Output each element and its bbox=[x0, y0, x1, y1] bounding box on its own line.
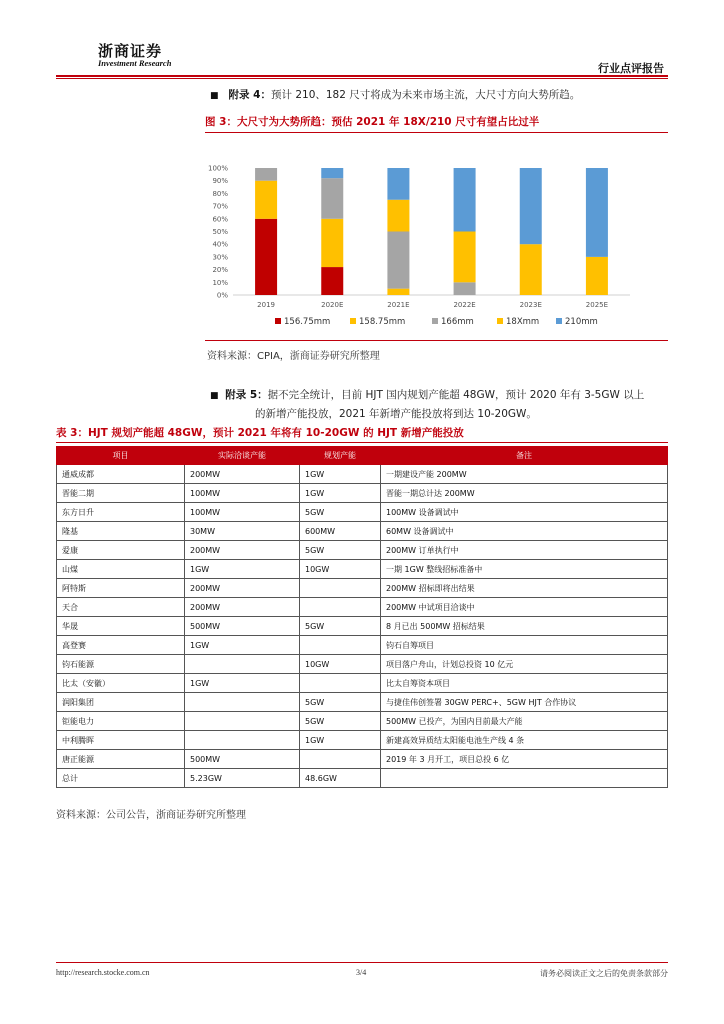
cell-project: 中利腾晖 bbox=[57, 731, 185, 750]
appendix5-line1-wrap bbox=[210, 386, 670, 405]
cell-project: 华晟 bbox=[57, 617, 185, 636]
logo-english: Investment Research bbox=[98, 58, 172, 68]
y-tick-label: 70% bbox=[212, 202, 228, 211]
bar-segment-210mm bbox=[520, 168, 542, 244]
header-rule bbox=[56, 75, 668, 77]
cell-project: 唐正能源 bbox=[57, 750, 185, 769]
table-row bbox=[57, 579, 668, 598]
cell-project: 比太（安徽） bbox=[57, 674, 185, 693]
y-tick-label: 50% bbox=[212, 228, 228, 236]
legend-label: 210mm bbox=[565, 317, 598, 327]
y-tick-label: 90% bbox=[212, 177, 228, 186]
page-number: 3/4 bbox=[356, 968, 367, 977]
cell-project: 高登赛 bbox=[57, 636, 185, 655]
cell-actual-capacity: 5.23GW bbox=[185, 769, 300, 788]
y-tick-label: 40% bbox=[212, 240, 228, 249]
y-tick-label: 0% bbox=[216, 291, 228, 300]
cell-planned-capacity: 600MW bbox=[300, 522, 381, 541]
cell-planned-capacity: 5GW bbox=[300, 541, 381, 560]
appendix5-label: 附录 5： bbox=[225, 389, 268, 401]
cell-actual-capacity: 1GW bbox=[185, 674, 300, 693]
y-tick-label: 10% bbox=[212, 278, 228, 287]
bar-segment-166mm bbox=[387, 232, 409, 289]
cell-actual-capacity bbox=[185, 655, 300, 674]
appendix5-paragraph bbox=[210, 386, 670, 423]
cell-planned-capacity: 1GW bbox=[300, 731, 381, 750]
cell-actual-capacity: 200MW bbox=[185, 598, 300, 617]
bar-segment-158-75mm bbox=[387, 289, 409, 295]
table-row bbox=[57, 598, 668, 617]
table-row bbox=[57, 636, 668, 655]
bar-segment-18Xmm bbox=[520, 244, 542, 295]
appendix5-line1: 据不完全统计，目前 HJT 国内规划产能超 48GW，预计 2020 年有 3-5GW 以上 bbox=[267, 389, 645, 401]
cell-remarks: 与捷佳伟创签署 30GW PERC+、5GW HJT 合作协议 bbox=[381, 693, 668, 712]
x-tick-label: 2020E bbox=[321, 301, 344, 309]
cell-planned-capacity: 5GW bbox=[300, 617, 381, 636]
x-tick-label: 2019 bbox=[257, 301, 275, 309]
cell-project: 隆基 bbox=[57, 522, 185, 541]
cell-project: 钧石能源 bbox=[57, 655, 185, 674]
legend-label: 18Xmm bbox=[506, 317, 540, 327]
bar-segment-18Xmm bbox=[586, 257, 608, 295]
table-row bbox=[57, 617, 668, 636]
cell-project: 晋能二期 bbox=[57, 484, 185, 503]
header-rule-thin bbox=[56, 78, 668, 79]
table-row bbox=[57, 769, 668, 788]
cell-planned-capacity bbox=[300, 636, 381, 655]
x-tick-label: 2022E bbox=[453, 301, 476, 309]
col-header-planned-capacity: 规划产能 bbox=[300, 447, 381, 465]
cell-project: 总计 bbox=[57, 769, 185, 788]
col-header-project: 项目 bbox=[57, 447, 185, 465]
cell-remarks: 一期 1GW 整线招标准备中 bbox=[381, 560, 668, 579]
cell-actual-capacity bbox=[185, 731, 300, 750]
appendix4-text: 预计 210、182 尺寸将成为未来市场主流，大尺寸方向大势所趋。 bbox=[271, 89, 581, 101]
legend-swatch bbox=[275, 318, 281, 324]
cell-actual-capacity bbox=[185, 693, 300, 712]
table-row bbox=[57, 674, 668, 693]
bar-segment-166mm bbox=[454, 282, 476, 295]
bullet-icon: ■ bbox=[210, 391, 219, 401]
footer-url[interactable]: http://research.stocke.com.cn bbox=[56, 968, 150, 977]
cell-planned-capacity: 10GW bbox=[300, 655, 381, 674]
legend-swatch bbox=[432, 318, 438, 324]
cell-remarks: 8 月已出 500MW 招标结果 bbox=[381, 617, 668, 636]
legend-swatch bbox=[350, 318, 356, 324]
cell-actual-capacity: 200MW bbox=[185, 465, 300, 484]
cell-actual-capacity: 100MW bbox=[185, 503, 300, 522]
y-tick-label: 60% bbox=[212, 215, 228, 224]
bar-segment-210mm bbox=[586, 168, 608, 257]
size-share-chart bbox=[200, 158, 640, 333]
cell-remarks: 新建高效异质结太阳能电池生产线 4 条 bbox=[381, 731, 668, 750]
figure3-title: 图 3：大尺寸为大势所趋：预估 2021 年 18X/210 尺寸有望占比过半 bbox=[205, 116, 540, 128]
table-row bbox=[57, 541, 668, 560]
bar-segment-158-75mm bbox=[321, 219, 343, 267]
footer-disclaimer: 请务必阅读正文之后的免责条款部分 bbox=[540, 969, 668, 978]
cell-project: 天合 bbox=[57, 598, 185, 617]
cell-planned-capacity bbox=[300, 750, 381, 769]
cell-project: 山煤 bbox=[57, 560, 185, 579]
bar-segment-158-75mm bbox=[255, 181, 277, 219]
cell-project: 爱康 bbox=[57, 541, 185, 560]
bullet-icon: ■ bbox=[210, 91, 219, 101]
bar-segment-166mm bbox=[255, 168, 277, 181]
appendix4-label: 附录 4： bbox=[228, 89, 271, 101]
bar-segment-210mm bbox=[387, 168, 409, 200]
bar-segment-156-75mm bbox=[255, 219, 277, 295]
legend-swatch bbox=[497, 318, 503, 324]
table-row bbox=[57, 731, 668, 750]
footer-rule bbox=[56, 962, 668, 963]
cell-actual-capacity bbox=[185, 712, 300, 731]
cell-actual-capacity: 1GW bbox=[185, 560, 300, 579]
cell-project: 阿特斯 bbox=[57, 579, 185, 598]
table-row bbox=[57, 655, 668, 674]
cell-remarks: 200MW 中试项目洽谈中 bbox=[381, 598, 668, 617]
col-header-remarks: 备注 bbox=[381, 447, 668, 465]
cell-project: 钜能电力 bbox=[57, 712, 185, 731]
bar-segment-18Xmm bbox=[454, 232, 476, 283]
cell-actual-capacity: 30MW bbox=[185, 522, 300, 541]
bar-segment-210mm bbox=[321, 168, 343, 178]
cell-actual-capacity: 200MW bbox=[185, 579, 300, 598]
legend-label: 158.75mm bbox=[359, 317, 406, 327]
cell-remarks: 晋能一期总计达 200MW bbox=[381, 484, 668, 503]
cell-planned-capacity: 5GW bbox=[300, 503, 381, 522]
bar-segment-166mm bbox=[321, 178, 343, 219]
cell-planned-capacity bbox=[300, 674, 381, 693]
legend-label: 166mm bbox=[441, 317, 474, 327]
cell-actual-capacity: 500MW bbox=[185, 750, 300, 769]
appendix4-paragraph bbox=[210, 86, 580, 105]
y-tick-label: 80% bbox=[212, 189, 228, 198]
cell-remarks: 2019 年 3 月开工，项目总投 6 亿 bbox=[381, 750, 668, 769]
cell-actual-capacity: 1GW bbox=[185, 636, 300, 655]
y-tick-label: 100% bbox=[207, 164, 228, 173]
table-row bbox=[57, 560, 668, 579]
table-row bbox=[57, 465, 668, 484]
cell-actual-capacity: 200MW bbox=[185, 541, 300, 560]
cell-planned-capacity: 1GW bbox=[300, 484, 381, 503]
cell-planned-capacity bbox=[300, 579, 381, 598]
table-row bbox=[57, 693, 668, 712]
cell-remarks: 100MW 设备调试中 bbox=[381, 503, 668, 522]
appendix5-line2: 的新增产能投放，2021 年新增产能投放将到达 10-20GW。 bbox=[255, 408, 537, 420]
cell-project: 东方日升 bbox=[57, 503, 185, 522]
cell-remarks: 钧石自筹项目 bbox=[381, 636, 668, 655]
x-tick-label: 2025E bbox=[585, 301, 609, 309]
logo-chinese: 浙商证券 bbox=[98, 42, 163, 60]
y-tick-label: 30% bbox=[212, 253, 228, 262]
table-row bbox=[57, 503, 668, 522]
cell-actual-capacity: 500MW bbox=[185, 617, 300, 636]
cell-actual-capacity: 100MW bbox=[185, 484, 300, 503]
table-row bbox=[57, 750, 668, 769]
cell-remarks bbox=[381, 769, 668, 788]
cell-remarks: 一期建设产能 200MW bbox=[381, 465, 668, 484]
col-header-actual-capacity: 实际洽谈产能 bbox=[185, 447, 300, 465]
table3-source: 资料来源：公司公告，浙商证券研究所整理 bbox=[56, 810, 246, 821]
cell-planned-capacity: 5GW bbox=[300, 712, 381, 731]
bar-segment-18Xmm bbox=[387, 200, 409, 232]
x-tick-label: 2023E bbox=[519, 301, 542, 309]
cell-remarks: 500MW 已投产，为国内目前最大产能 bbox=[381, 712, 668, 731]
table-row bbox=[57, 712, 668, 731]
legend-label: 156.75mm bbox=[284, 317, 331, 327]
cell-planned-capacity: 10GW bbox=[300, 560, 381, 579]
table-row bbox=[57, 522, 668, 541]
cell-planned-capacity: 1GW bbox=[300, 465, 381, 484]
figure3-title-rule bbox=[205, 132, 668, 133]
x-tick-label: 2021E bbox=[387, 301, 410, 309]
table3-title-rule bbox=[56, 442, 668, 443]
cell-planned-capacity bbox=[300, 598, 381, 617]
table-header-row bbox=[57, 447, 668, 465]
cell-project: 润阳集团 bbox=[57, 693, 185, 712]
figure3-bottom-rule bbox=[205, 340, 668, 341]
bar-segment-210mm bbox=[454, 168, 476, 232]
cell-planned-capacity: 5GW bbox=[300, 693, 381, 712]
legend-swatch bbox=[556, 318, 562, 324]
cell-remarks: 60MW 设备调试中 bbox=[381, 522, 668, 541]
cell-remarks: 比太自筹资本项目 bbox=[381, 674, 668, 693]
cell-remarks: 200MW 招标即将出结果 bbox=[381, 579, 668, 598]
cell-remarks: 200MW 订单执行中 bbox=[381, 541, 668, 560]
bar-segment-156-75mm bbox=[321, 267, 343, 295]
cell-remarks: 项目落户舟山，计划总投资 10 亿元 bbox=[381, 655, 668, 674]
table-row bbox=[57, 484, 668, 503]
y-tick-label: 20% bbox=[212, 266, 228, 275]
cell-planned-capacity: 48.6GW bbox=[300, 769, 381, 788]
cell-project: 通威成都 bbox=[57, 465, 185, 484]
hjt-capacity-table bbox=[56, 446, 668, 788]
figure3-source: 资料来源：CPIA，浙商证券研究所整理 bbox=[207, 351, 380, 362]
report-type: 行业点评报告 bbox=[598, 62, 664, 75]
table3-title: 表 3：HJT 规划产能超 48GW，预计 2021 年将有 10-20GW 的 HJT 新增产能投放 bbox=[56, 427, 464, 439]
